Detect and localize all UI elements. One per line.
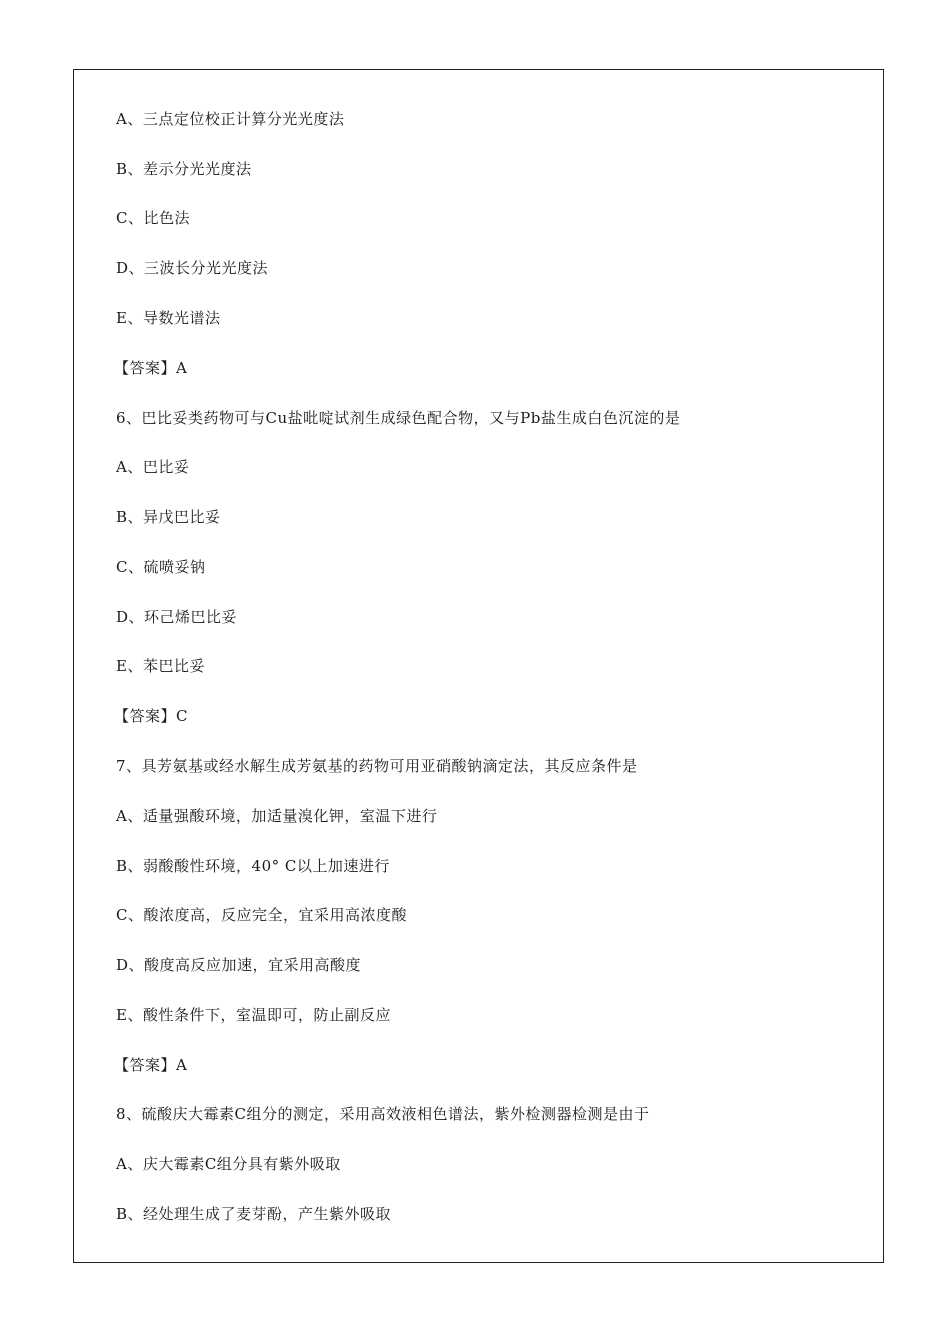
option-5e: E、导数光谱法 [116, 309, 221, 327]
option-5d: D、三波长分光光度法 [116, 259, 269, 277]
answer-7: 【答案】A [114, 1056, 188, 1074]
option-5b: B、差示分光光度法 [116, 160, 252, 178]
option-8a: A、庆大霉素C组分具有紫外吸取 [116, 1155, 341, 1173]
option-7a: A、适量强酸环境，加适量溴化钾，室温下进行 [116, 807, 438, 825]
option-5c: C、比色法 [116, 209, 190, 227]
option-6a: A、巴比妥 [116, 458, 190, 476]
option-6d: D、环己烯巴比妥 [116, 608, 238, 626]
answer-5: 【答案】A [114, 359, 188, 377]
option-7c: C、酸浓度高，反应完全，宜采用高浓度酸 [116, 906, 407, 924]
option-7b: B、弱酸酸性环境，40° C以上加速进行 [116, 857, 390, 875]
option-6b: B、异戊巴比妥 [116, 508, 221, 526]
option-7d: D、酸度高反应加速，宜采用高酸度 [116, 956, 362, 974]
question-6: 6、巴比妥类药物可与Cu盐吡啶试剂生成绿色配合物，又与Pb盐生成白色沉淀的是 [116, 409, 681, 427]
question-7: 7、具芳氨基或经水解生成芳氨基的药物可用亚硝酸钠滴定法，其反应条件是 [116, 757, 638, 775]
option-7e: E、酸性条件下，室温即可，防止副反应 [116, 1006, 391, 1024]
option-8b: B、经处理生成了麦芽酚，产生紫外吸取 [116, 1205, 392, 1223]
option-6e: E、苯巴比妥 [116, 657, 205, 675]
answer-6: 【答案】C [114, 707, 188, 725]
option-6c: C、硫喷妥钠 [116, 558, 206, 576]
question-8: 8、硫酸庆大霉素C组分的测定，采用高效液相色谱法，紫外检测器检测是由于 [116, 1105, 650, 1123]
option-5a: A、三点定位校正计算分光光度法 [116, 110, 345, 128]
